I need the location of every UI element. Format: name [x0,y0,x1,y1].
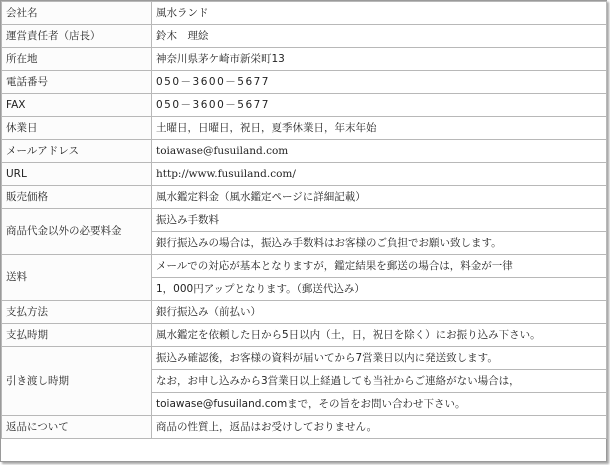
extra-fees-line-1: 振込み手数料 [152,209,607,232]
delivery-timing-line-1: 振込み確認後，お客様の資料が届いてから7営業日以内に発送致します。 [152,347,607,370]
row-label-returns: 返品について [2,416,152,439]
row-label-fax: FAX [2,94,152,117]
row-label-price: 販売価格 [2,186,152,209]
table-row [2,301,607,324]
row-label-extra-fees: 商品代金以外の必要料金 [2,209,152,255]
row-label-phone: 電話番号 [2,71,152,94]
row-label-manager: 運営責任者（店長） [2,25,152,48]
table-row [2,94,607,117]
shipping-line-1: メールでの対応が基本となりますが，鑑定結果を郵送の場合は，料金が一律 [152,255,607,278]
row-label-url: URL [2,163,152,186]
fax-value: 050－3600－5677 [152,94,607,117]
payment-method-value: 銀行振込み（前払い） [152,301,607,324]
table-row [2,347,607,370]
table-row [2,186,607,209]
row-label-payment-timing: 支払時期 [2,324,152,347]
table-row [2,163,607,186]
returns-value: 商品の性質上，返品はお受けしておりません。 [152,416,607,439]
delivery-timing-line-3: toiawase@fusuiland.comまで，その旨をお問い合わせ下さい。 [152,393,607,416]
table-row [2,48,607,71]
payment-timing-value: 風水鑑定を依頼した日から5日以内（土，日，祝日を除く）にお振り込み下さい。 [152,324,607,347]
table-row [2,140,607,163]
extra-fees-line-2: 銀行振込みの場合は，振込み手数料はお客様のご負担でお願い致します。 [152,232,607,255]
row-label-shipping: 送料 [2,255,152,301]
row-label-delivery-timing: 引き渡し時期 [2,347,152,416]
table-row [2,71,607,94]
table-row [2,117,607,140]
email-value: toiawase@fusuiland.com [152,140,607,163]
row-label-holidays: 休業日 [2,117,152,140]
row-label-address: 所在地 [2,48,152,71]
table-row [2,2,607,25]
table-row [2,324,607,347]
holidays-value: 土曜日，日曜日，祝日，夏季休業日，年末年始 [152,117,607,140]
table-row [2,416,607,439]
row-label-company-name: 会社名 [2,2,152,25]
row-label-payment-method: 支払方法 [2,301,152,324]
table-row [2,255,607,278]
phone-value: 050－3600－5677 [152,71,607,94]
shipping-line-2: 1，000円アップとなります。（郵送代込み） [152,278,607,301]
price-value: 風水鑑定料金（風水鑑定ページに詳細記載） [152,186,607,209]
address-value: 神奈川県茅ケ崎市新栄町13 [152,48,607,71]
company-info-table [1,1,607,439]
delivery-timing-line-2: なお，お申し込みから3営業日以上経過しても当社からご連絡がない場合は， [152,370,607,393]
url-value: http://www.fusuiland.com/ [152,163,607,186]
table-row [2,209,607,232]
row-label-email: メールアドレス [2,140,152,163]
manager-value: 鈴木 理絵 [152,25,607,48]
company-name-value: 風水ランド [152,2,607,25]
table-row [2,25,607,48]
